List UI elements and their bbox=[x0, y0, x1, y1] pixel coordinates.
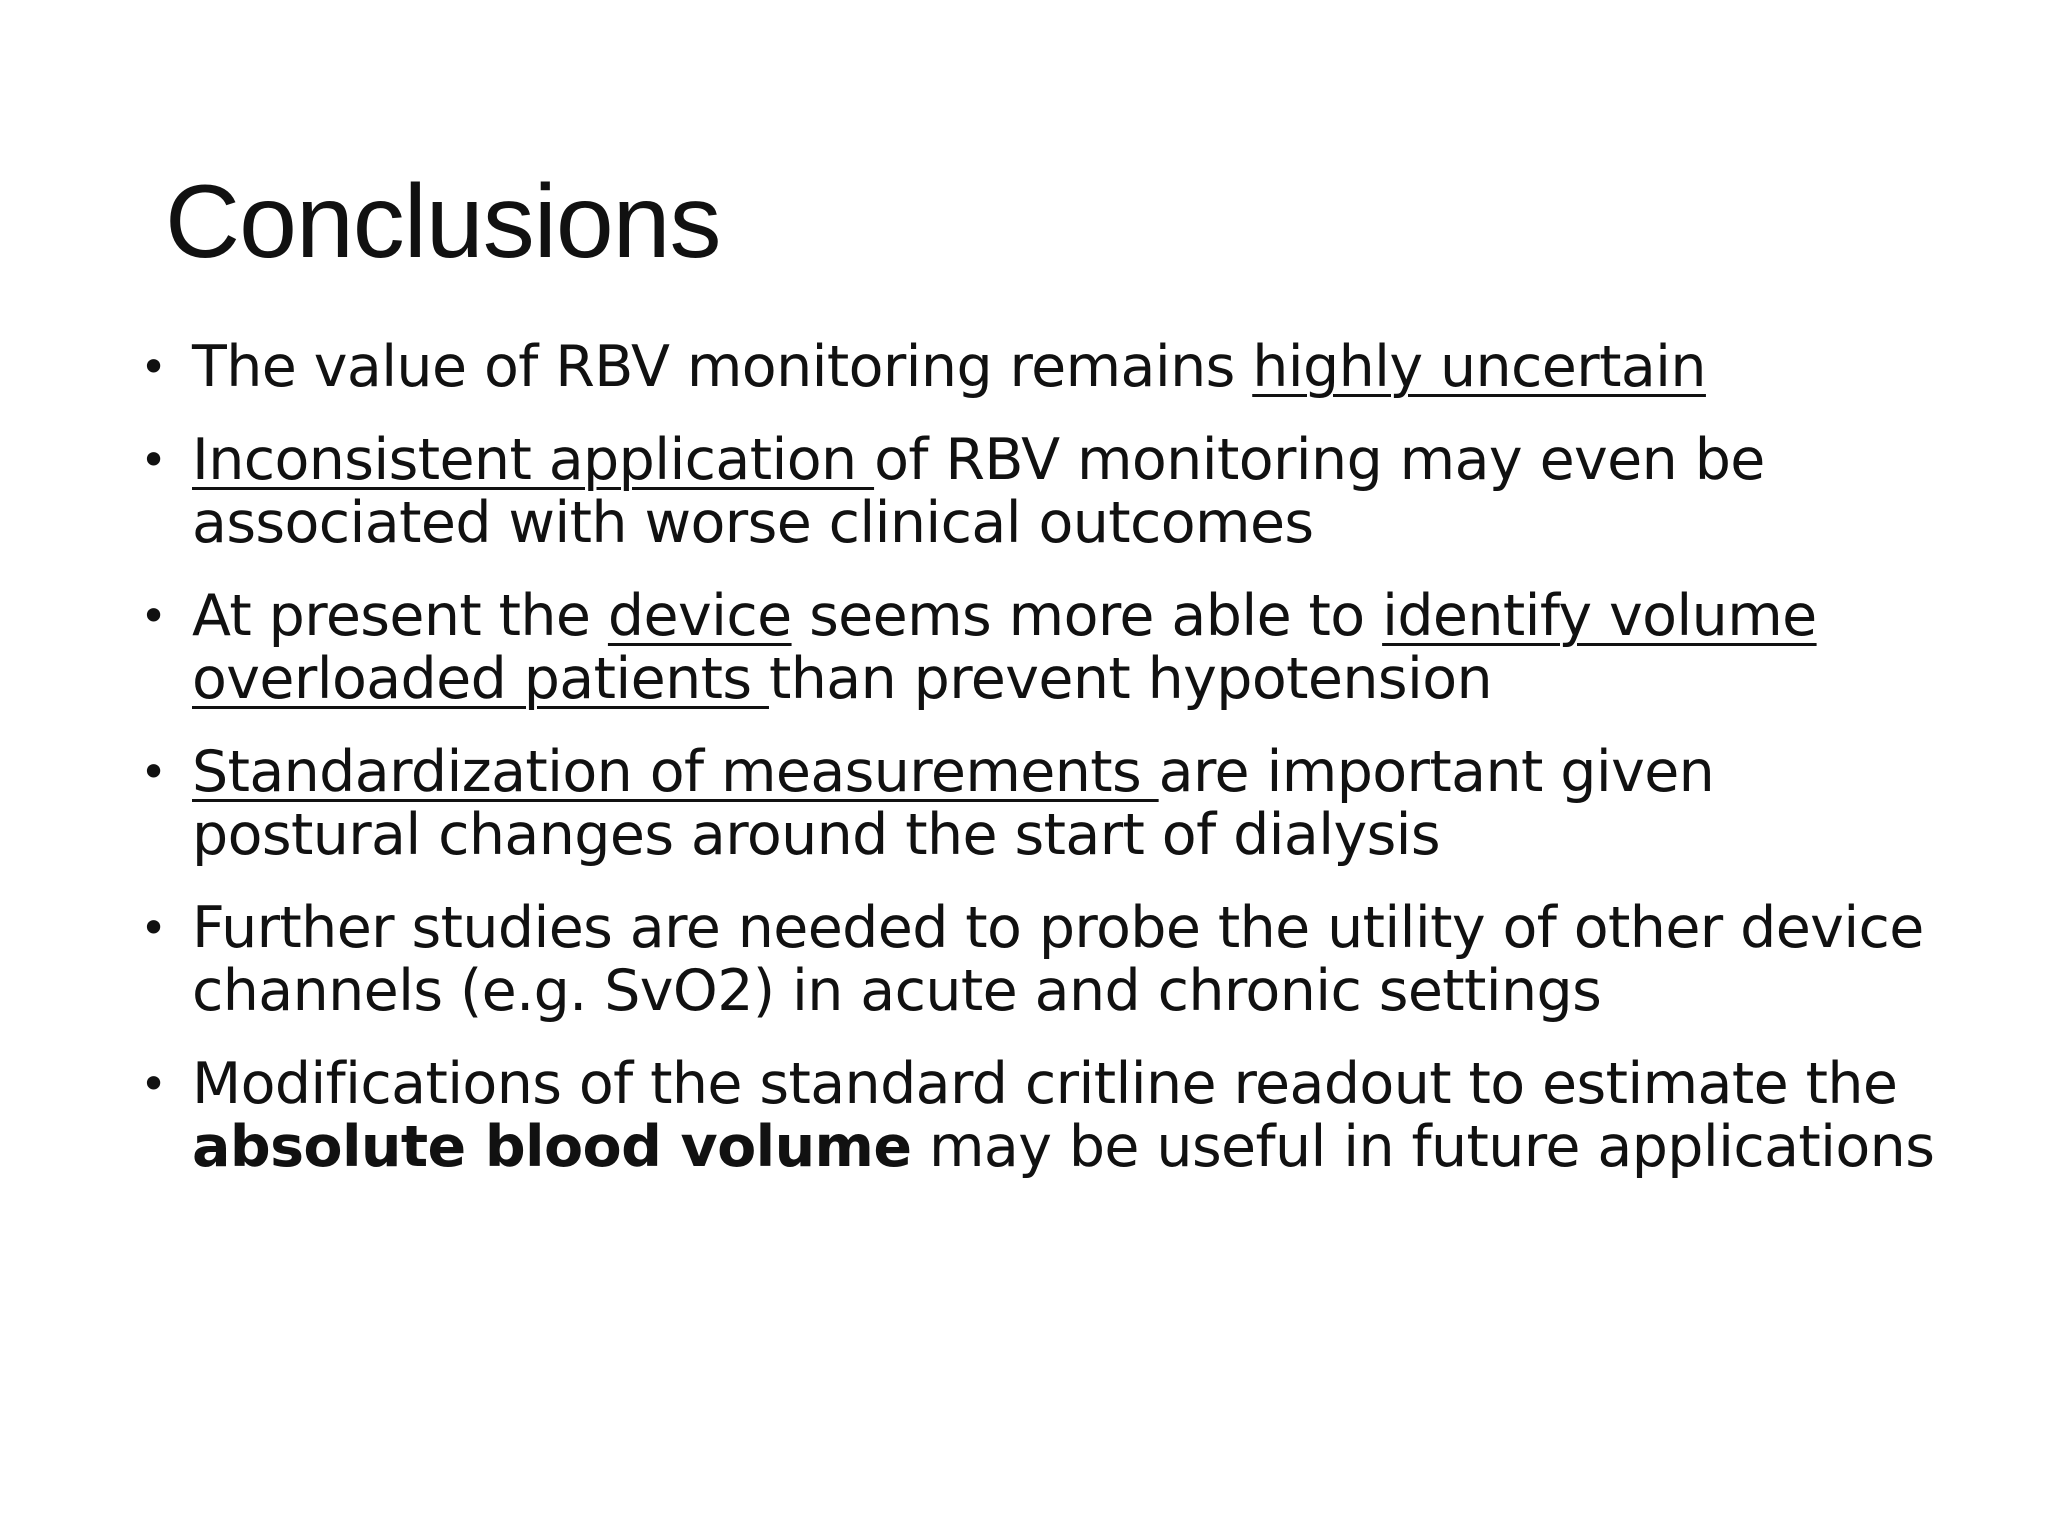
bullet-dot-icon: • bbox=[140, 1057, 167, 1111]
underlined-text: highly uncertain bbox=[1252, 334, 1706, 400]
bullet-text: than prevent hypotension bbox=[768, 646, 1493, 712]
bullet-text: At present the bbox=[192, 583, 608, 649]
bullet-text: Modifications of the standard critline readout to estimate the bbox=[192, 1051, 1898, 1117]
bullet-dot-icon: • bbox=[140, 433, 167, 487]
bullet-dot-icon: • bbox=[140, 340, 167, 394]
slide-title: Conclusions bbox=[165, 164, 721, 280]
bullet-text: of RBV monitoring may even be associated with worse clinical outcomes bbox=[192, 427, 1765, 556]
bullet-item bbox=[140, 585, 1960, 711]
bullet-text: Further studies are needed to probe the utility of other device channels (e.g. SvO2) in acute and chronic settings bbox=[192, 895, 1924, 1024]
bullet-text: The value of RBV monitoring remains bbox=[192, 334, 1253, 400]
bullet-list bbox=[140, 336, 1960, 1209]
bullet-item bbox=[140, 897, 1960, 1023]
bullet-dot-icon: • bbox=[140, 901, 167, 955]
bullet-item bbox=[140, 1053, 1960, 1179]
bold-text: absolute blood volume bbox=[192, 1114, 912, 1180]
bullet-dot-icon: • bbox=[140, 589, 167, 643]
underlined-text: Inconsistent application bbox=[192, 427, 875, 493]
bullet-item bbox=[140, 741, 1960, 867]
bullet-item bbox=[140, 429, 1960, 555]
underlined-text: identify volume overloaded patients bbox=[192, 583, 1817, 712]
bullet-text: may be useful in future applications bbox=[911, 1114, 1935, 1180]
underlined-text: device bbox=[607, 583, 792, 649]
bullet-text: seems more able to bbox=[791, 583, 1383, 649]
underlined-text: Standardization of measurements bbox=[192, 739, 1159, 805]
bullet-dot-icon: • bbox=[140, 745, 167, 799]
bullet-item bbox=[140, 336, 1960, 399]
bullet-text: are important given postural changes around the start of dialysis bbox=[192, 739, 1715, 868]
